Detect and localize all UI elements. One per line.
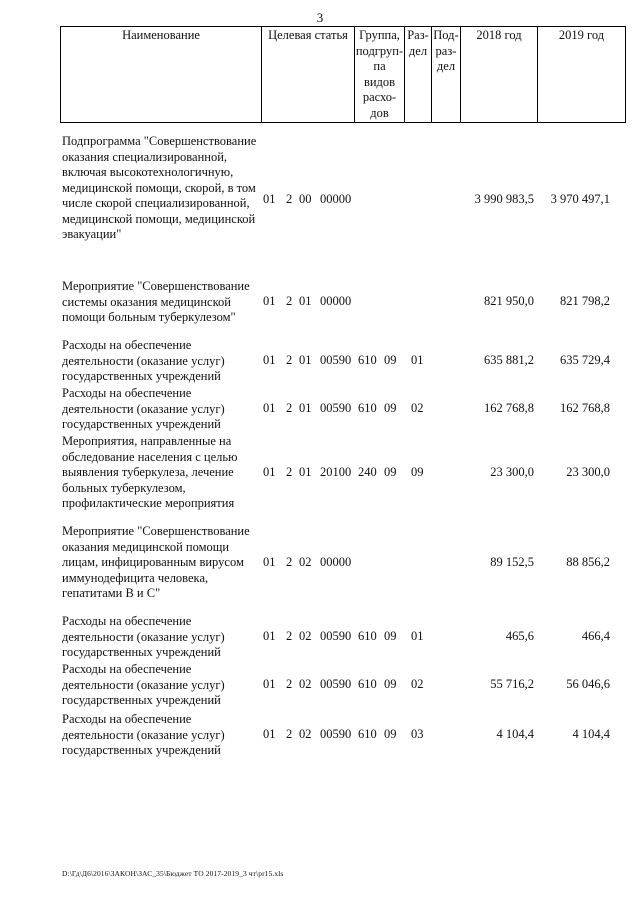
target-code-measure: 01 [299, 353, 312, 367]
header-subsection [432, 28, 460, 75]
expense-group: 610 [358, 401, 377, 415]
target-code-program: 01 [263, 465, 276, 479]
target-code-direction: 00590 [320, 727, 352, 741]
row-name: Расходы на обеспечение деятельности (оказание услуг) государственных учреждений [62, 338, 225, 383]
table-header [60, 26, 626, 123]
target-code-subprogram: 2 [286, 465, 293, 479]
row-name: Мероприятие "Совершенствование оказания медицинской помощи лицам, инфицированным вирусом иммунодефицита человека, гепатитами В и С" [62, 524, 250, 600]
section: 09 [384, 727, 397, 741]
target-code-direction: 00590 [320, 401, 352, 415]
value-2018: 3 990 983,5 [474, 192, 534, 206]
target-code-subprogram: 2 [286, 353, 293, 367]
target-code-measure: 01 [299, 401, 312, 415]
expense-group: 610 [358, 727, 377, 741]
row-name: Подпрограмма "Совершенствование оказания специализированной, включая высокотехнологичную, медицинской помощи, скорой, в том числе скорой специализированной, медицинской помощи, медицинской эвакуации" [62, 134, 257, 241]
target-code-subprogram: 2 [286, 555, 293, 569]
target-code-subprogram: 2 [286, 629, 293, 643]
target-code-measure: 02 [299, 555, 312, 569]
value-2019: 162 768,8 [560, 401, 610, 415]
target-code-program: 01 [263, 629, 276, 643]
value-2018: 4 104,4 [496, 727, 534, 741]
target-code-direction: 00590 [320, 629, 352, 643]
subsection: 02 [411, 677, 424, 691]
value-2019: 4 104,4 [572, 727, 610, 741]
subsection: 02 [411, 401, 424, 415]
target-code-subprogram: 2 [286, 727, 293, 741]
subsection: 09 [411, 465, 424, 479]
section: 09 [384, 353, 397, 367]
header-section-line: дел [408, 43, 428, 58]
section: 09 [384, 629, 397, 643]
header-expense-group-line: дов [370, 105, 389, 120]
target-code-measure: 02 [299, 727, 312, 741]
header-target-article: Целевая статья [268, 28, 348, 42]
header-subsection-line: Под- [433, 28, 459, 42]
target-code-program: 01 [263, 353, 276, 367]
target-code-direction: 20100 [320, 465, 352, 479]
subsection: 01 [411, 353, 424, 367]
target-code-measure: 01 [299, 465, 312, 479]
value-2019: 23 300,0 [566, 465, 610, 479]
value-2018: 162 768,8 [484, 401, 534, 415]
value-2019: 635 729,4 [560, 353, 610, 367]
header-section-line: Раз- [407, 28, 429, 42]
target-code-subprogram: 2 [286, 192, 293, 206]
header-year-2019: 2019 год [558, 28, 605, 42]
section: 09 [384, 401, 397, 415]
target-code-subprogram: 2 [286, 677, 293, 691]
target-code-subprogram: 2 [286, 401, 293, 415]
target-code-direction: 00590 [320, 677, 352, 691]
header-subsection-line: раз- [435, 43, 457, 58]
row-name: Расходы на обеспечение деятельности (оказание услуг) государственных учреждений [62, 386, 225, 431]
target-code-subprogram: 2 [286, 294, 293, 308]
section: 09 [384, 465, 397, 479]
header-expense-group-line: расхо- [362, 90, 397, 104]
file-path-footer: D:\Гд\Д6\2016\ЗАКОН\ЗАС_35\Бюджет ТО 2017-2019_3 чт\pr15.xls [62, 869, 284, 878]
expense-group: 610 [358, 677, 377, 691]
target-code-program: 01 [263, 401, 276, 415]
header-expense-group-line: видов [363, 74, 396, 89]
target-code-program: 01 [263, 555, 276, 569]
header-divider [625, 26, 626, 123]
section: 09 [384, 677, 397, 691]
target-code-measure: 00 [299, 192, 312, 206]
subsection: 03 [411, 727, 424, 741]
header-section [405, 28, 431, 59]
header-subsection-line: дел [436, 59, 456, 73]
value-2018: 465,6 [505, 629, 534, 643]
value-2018: 89 152,5 [490, 555, 534, 569]
value-2019: 821 798,2 [560, 294, 610, 308]
value-2018: 635 881,2 [484, 353, 534, 367]
target-code-direction: 00590 [320, 353, 352, 367]
target-code-direction: 00000 [320, 294, 352, 308]
target-code-program: 01 [263, 294, 276, 308]
subsection: 01 [411, 629, 424, 643]
header-expense-group [355, 28, 404, 121]
target-code-program: 01 [263, 677, 276, 691]
target-code-program: 01 [263, 727, 276, 741]
row-name: Расходы на обеспечение деятельности (оказание услуг) государственных учреждений [62, 662, 225, 707]
target-code-measure: 02 [299, 629, 312, 643]
target-code-direction: 00000 [320, 192, 352, 206]
header-expense-group-line: Группа, [359, 28, 400, 42]
header-top-rule [60, 26, 626, 27]
header-year-2018: 2018 год [476, 28, 522, 42]
value-2019: 88 856,2 [566, 555, 610, 569]
expense-group: 240 [358, 465, 377, 479]
header-bottom-rule [60, 122, 626, 123]
row-name: Мероприятия, направленные на обследование населения с целью выявления туберкулеза, лечение больных туберкулезом, профилактические мероприятия [62, 434, 238, 510]
target-code-program: 01 [263, 192, 276, 206]
header-expense-group-line: па [373, 59, 386, 73]
row-name: Расходы на обеспечение деятельности (оказание услуг) государственных учреждений [62, 712, 225, 757]
header-expense-group-line: подгруп- [355, 43, 404, 58]
target-code-measure: 02 [299, 677, 312, 691]
value-2019: 3 970 497,1 [550, 192, 610, 206]
page-number: 3 [316, 10, 324, 25]
expense-group: 610 [358, 353, 377, 367]
value-2019: 56 046,6 [566, 677, 610, 691]
target-code-direction: 00000 [320, 555, 352, 569]
value-2018: 55 716,2 [490, 677, 534, 691]
row-name: Расходы на обеспечение деятельности (оказание услуг) государственных учреждений [62, 614, 225, 659]
row-name: Мероприятие "Совершенствование системы оказания медицинской помощи больным туберкулезом" [62, 279, 250, 324]
expense-group: 610 [358, 629, 377, 643]
value-2019: 466,4 [581, 629, 610, 643]
value-2018: 23 300,0 [490, 465, 534, 479]
value-2018: 821 950,0 [484, 294, 534, 308]
target-code-measure: 01 [299, 294, 312, 308]
header-name: Наименование [122, 28, 200, 42]
